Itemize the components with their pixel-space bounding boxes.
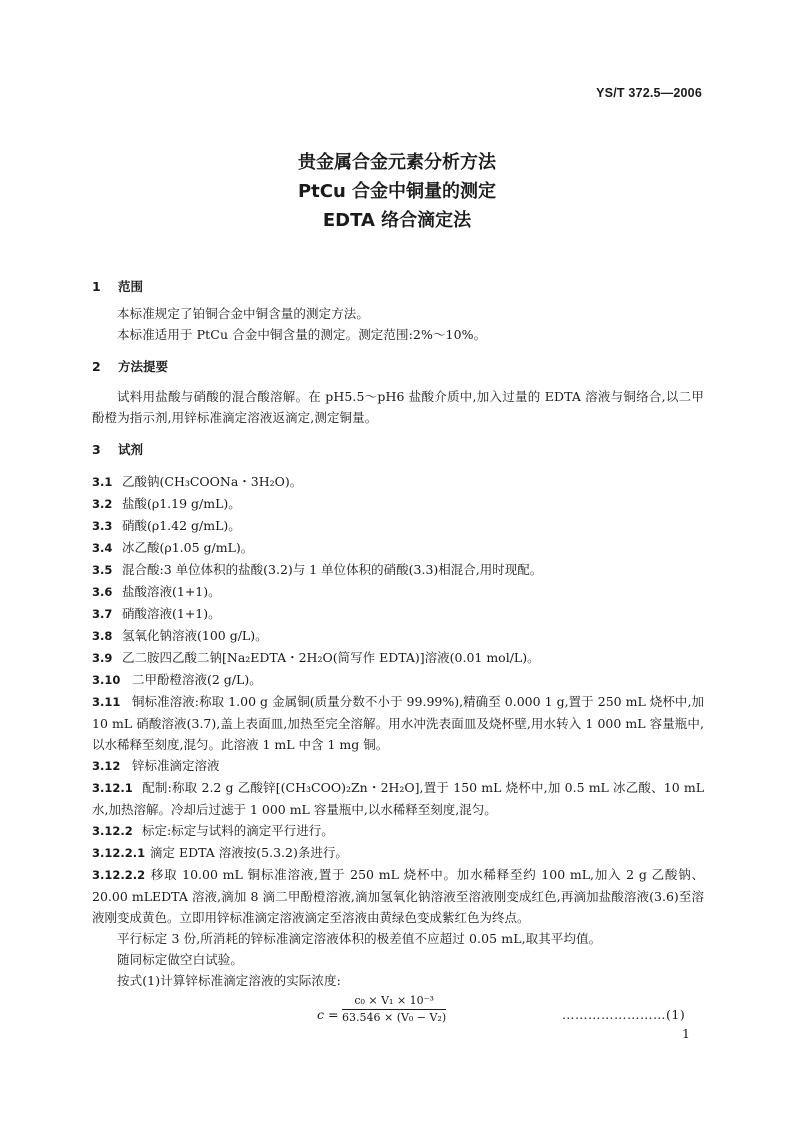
formula-intro-paragraph: 按式(1)计算锌标准滴定溶液的实际浓度: xyxy=(117,973,341,988)
section-title: 范围 xyxy=(118,279,144,294)
item-text: 盐酸(ρ1.19 g/mL)。 xyxy=(122,496,241,511)
title-line-2: PtCu 合金中铜量的测定 xyxy=(297,181,497,202)
section-heading-3 xyxy=(92,439,704,460)
item-text: 硝酸溶液(1+1)。 xyxy=(122,606,221,621)
parallel-calibration-paragraph: 平行标定 3 份,所消耗的锌标准滴定溶液体积的极差值不应超过 0.05 mL,取其平均值。 xyxy=(117,931,602,946)
item-text: 铜标准溶液:称取 1.00 g 金属铜(质量分数不小于 99.99%),精确至 0.000 1 g,置于 250 mL 烧杯中,加 10 mL 硝酸溶液(3.7),盖上表面皿,加热至完全溶解。用水冲洗表面皿及烧杯壁,用水转入 1 000 mL 容量瓶中,以水稀释至刻度,混匀。此溶液 1 mL 中含 1 mg 铜。 xyxy=(92,694,704,752)
section-heading-2 xyxy=(92,356,704,377)
reagent-item xyxy=(92,691,704,755)
title-line-3: EDTA 络合滴定法 xyxy=(322,210,472,231)
reagent-item xyxy=(92,515,704,537)
item-number: 3.9 xyxy=(92,651,113,665)
item-number: 3.12.1 xyxy=(92,781,133,795)
item-text: 标定:标定与试料的滴定平行进行。 xyxy=(142,823,334,838)
formula-number: ……………………(1) xyxy=(562,1007,686,1022)
reagent-item xyxy=(92,537,704,559)
section-number: 3 xyxy=(92,442,101,457)
scope-paragraph-1: 本标准规定了铂铜合金中铜含量的测定方法。 xyxy=(117,306,370,321)
reagent-item xyxy=(92,864,704,928)
item-number: 3.10 xyxy=(92,673,121,687)
item-text: 配制:称取 2.2 g 乙酸锌[(CH₃COO)₂Zn・2H₂O],置于 150 mL 烧杯中,加 0.5 mL 冰乙酸、10 mL 水,加热溶解。冷却后过滤于 1 000 mL 容量瓶中,以水稀释至刻度,混匀。 xyxy=(92,780,704,817)
method-summary-paragraph: 试料用盐酸与硝酸的混合酸溶解。在 pH5.5～pH6 盐酸介质中,加入过量的 EDTA 溶液与铜络合,以二甲酚橙为指示剂,用锌标准滴定溶液返滴定,测定铜量。 xyxy=(92,389,704,425)
item-text: 盐酸溶液(1+1)。 xyxy=(122,584,221,599)
item-text: 氢氧化钠溶液(100 g/L)。 xyxy=(122,628,268,643)
item-number: 3.12.2 xyxy=(92,824,133,838)
item-number: 3.5 xyxy=(92,563,113,577)
section-title: 方法提要 xyxy=(118,359,169,374)
reagent-item xyxy=(92,493,704,515)
item-number: 3.8 xyxy=(92,629,113,643)
section-number: 1 xyxy=(92,279,101,294)
section-number: 2 xyxy=(92,359,101,374)
section-title: 试剂 xyxy=(118,442,144,457)
document-body xyxy=(92,276,704,1037)
section-heading-1 xyxy=(92,276,704,297)
item-text: 二甲酚橙溶液(2 g/L)。 xyxy=(132,672,262,687)
item-number: 3.3 xyxy=(92,519,113,533)
item-number: 3.12.2.2 xyxy=(92,868,146,882)
formula-1 xyxy=(92,993,704,1037)
title-line-1: 贵金属合金元素分析方法 xyxy=(298,152,496,173)
reagent-item xyxy=(92,755,704,777)
page-number: 1 xyxy=(682,1026,690,1041)
item-number: 3.1 xyxy=(92,475,113,489)
item-text: 移取 10.00 mL 铜标准溶液,置于 250 mL 烧杯中。加水稀释至约 100 mL,加入 2 g 乙酸钠、20.00 mLEDTA 溶液,滴加 8 滴二甲酚橙溶液,滴加氢氧化钠溶液至溶液刚变成红色,再滴加盐酸溶液(3.6)至溶液刚变成黄色。立即用锌标准滴定溶液滴定至溶液由黄绿色变成紫红色为终点。 xyxy=(92,867,704,925)
item-number: 3.4 xyxy=(92,541,113,555)
formula-lhs: c = xyxy=(317,1007,339,1022)
item-text: 乙酸钠(CH₃COONa・3H₂O)。 xyxy=(122,474,303,489)
item-number: 3.7 xyxy=(92,607,113,621)
reagent-item xyxy=(92,581,704,603)
item-text: 混合酸:3 单位体积的盐酸(3.2)与 1 单位体积的硝酸(3.3)相混合,用时现配。 xyxy=(122,562,543,577)
formula-fraction xyxy=(342,993,446,1026)
reagent-item xyxy=(92,647,704,669)
item-text: 冰乙酸(ρ1.05 g/mL)。 xyxy=(122,540,254,555)
scope-paragraph-2: 本标准适用于 PtCu 合金中铜含量的测定。测定范围:2%～10%。 xyxy=(117,327,487,342)
reagent-item xyxy=(92,625,704,647)
item-number: 3.12 xyxy=(92,759,121,773)
reagent-item xyxy=(92,471,704,493)
formula-denominator: 63.546 × (V₀ − V₂) xyxy=(342,1011,447,1024)
item-text: 锌标准滴定溶液 xyxy=(132,758,220,773)
reagent-item xyxy=(92,603,704,625)
standard-code: YS/T 372.5—2006 xyxy=(596,86,702,100)
item-text: 乙二胺四乙酸二钠[Na₂EDTA・2H₂O(简写作 EDTA)]溶液(0.01 mol/L)。 xyxy=(122,650,540,665)
document-title xyxy=(0,148,794,235)
item-number: 3.12.2.1 xyxy=(92,846,146,860)
reagent-item xyxy=(92,842,704,864)
blank-test-paragraph: 随同标定做空白试验。 xyxy=(117,952,244,967)
reagent-item xyxy=(92,559,704,581)
item-text: 硝酸(ρ1.42 g/mL)。 xyxy=(122,518,241,533)
formula-numerator: c₀ × V₁ × 10⁻³ xyxy=(342,993,446,1010)
reagent-item xyxy=(92,820,704,842)
reagent-item xyxy=(92,777,704,820)
reagent-item xyxy=(92,669,704,691)
item-number: 3.2 xyxy=(92,497,113,511)
item-text: 滴定 EDTA 溶液按(5.3.2)条进行。 xyxy=(150,845,348,860)
item-number: 3.11 xyxy=(92,695,121,709)
item-number: 3.6 xyxy=(92,585,113,599)
